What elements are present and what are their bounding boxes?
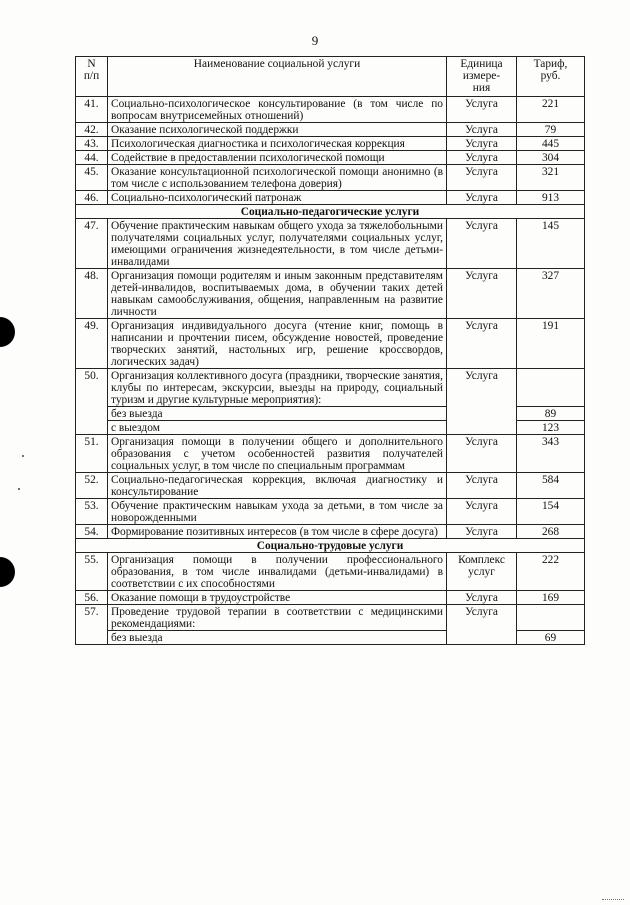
table-row xyxy=(76,473,585,499)
service-unit: Услуга xyxy=(447,137,517,151)
service-unit: Услуга xyxy=(447,591,517,605)
service-tariff: 191 xyxy=(517,319,585,369)
table-row xyxy=(76,269,585,319)
service-unit: Услуга xyxy=(447,165,517,191)
table-row xyxy=(76,219,585,269)
service-tariff: 69 xyxy=(517,631,585,645)
table-row xyxy=(76,97,585,123)
table-row xyxy=(76,137,585,151)
tariff-table xyxy=(75,56,585,645)
service-unit: Услуга xyxy=(447,525,517,539)
service-name: Психологическая диагностика и психологическая коррекция xyxy=(108,137,447,151)
table-row xyxy=(76,435,585,473)
service-unit: Услуга xyxy=(447,191,517,205)
service-unit: Услуга xyxy=(447,269,517,319)
service-unit: Услуга xyxy=(447,151,517,165)
row-number: 45. xyxy=(76,165,108,191)
service-tariff: 321 xyxy=(517,165,585,191)
header-tariff: Тариф, руб. xyxy=(517,57,585,97)
service-tariff: 145 xyxy=(517,219,585,269)
service-name: Проведение трудовой терапии в соответствии с медицинскими рекомендациями: xyxy=(108,605,447,631)
row-number: 56. xyxy=(76,591,108,605)
service-tariff: 221 xyxy=(517,97,585,123)
service-tariff: 445 xyxy=(517,137,585,151)
service-unit: Услуга xyxy=(447,435,517,473)
service-variant: с выездом xyxy=(108,421,447,435)
service-unit: Услуга xyxy=(447,605,517,645)
service-tariff: 222 xyxy=(517,553,585,591)
service-name: Организация коллективного досуга (праздники, творческие занятия, клубы по интересам, экскурсии, выезды на природу, социальный туризм и другие культурные мероприятия): xyxy=(108,369,447,407)
service-unit: Услуга xyxy=(447,219,517,269)
service-tariff: 268 xyxy=(517,525,585,539)
table-row xyxy=(76,191,585,205)
service-tariff: 169 xyxy=(517,591,585,605)
table-row xyxy=(76,369,585,407)
service-unit: Услуга xyxy=(447,319,517,369)
service-name: Оказание помощи в трудоустройстве xyxy=(108,591,447,605)
table-row xyxy=(76,123,585,137)
table-row xyxy=(76,499,585,525)
row-number: 52. xyxy=(76,473,108,499)
service-tariff: 154 xyxy=(517,499,585,525)
service-name: Оказание психологической поддержки xyxy=(108,123,447,137)
row-number: 47. xyxy=(76,219,108,269)
service-name: Социально-педагогическая коррекция, включая диагностику и консультирование xyxy=(108,473,447,499)
scan-speck xyxy=(18,488,20,490)
page-number: 9 xyxy=(311,33,319,48)
service-tariff xyxy=(517,605,585,631)
section-title: Социально-педагогические услуги xyxy=(76,205,585,219)
header-unit: Единица измере- ния xyxy=(447,57,517,97)
row-number: 42. xyxy=(76,123,108,137)
service-name: Обучение практическим навыкам ухода за детьми, в том числе за новорожденными xyxy=(108,499,447,525)
section-row xyxy=(76,539,585,553)
row-number: 44. xyxy=(76,151,108,165)
table-row xyxy=(76,151,585,165)
service-variant: без выезда xyxy=(108,407,447,421)
scan-mark xyxy=(602,899,624,903)
table-header-row xyxy=(76,57,585,97)
service-unit: Услуга xyxy=(447,97,517,123)
service-tariff: 304 xyxy=(517,151,585,165)
service-name: Организация индивидуального досуга (чтение книг, помощь в написании и прочтении писем, обсуждение новостей, проведение творческих занятий, настольных игр, решение кроссвордов, логических задач) xyxy=(108,319,447,369)
table-row xyxy=(76,605,585,631)
service-unit: Услуга xyxy=(447,123,517,137)
table-row xyxy=(76,553,585,591)
service-tariff: 123 xyxy=(517,421,585,435)
row-number: 50. xyxy=(76,369,108,435)
service-unit: Услуга xyxy=(447,369,517,435)
row-number: 48. xyxy=(76,269,108,319)
service-tariff: 584 xyxy=(517,473,585,499)
service-name: Организация помощи в получении общего и дополнительного образования с учетом особенностей развития получателей социальных услуг, в том числе по специальным программам xyxy=(108,435,447,473)
punch-hole xyxy=(0,557,15,587)
service-tariff: 913 xyxy=(517,191,585,205)
section-title: Социально-трудовые услуги xyxy=(76,539,585,553)
service-name: Оказание консультационной психологической помощи анонимно (в том числе с использованием телефона доверия) xyxy=(108,165,447,191)
service-tariff: 327 xyxy=(517,269,585,319)
section-row xyxy=(76,205,585,219)
table-row xyxy=(76,165,585,191)
table-row xyxy=(76,591,585,605)
service-tariff: 343 xyxy=(517,435,585,473)
row-number: 43. xyxy=(76,137,108,151)
service-name: Обучение практическим навыкам общего ухода за тяжелобольными получателями социальных услуг, получателями социальных услуг, имеющими ограничения жизнедеятельности, в том числе детьми-инвалидами xyxy=(108,219,447,269)
table-row xyxy=(76,319,585,369)
row-number: 55. xyxy=(76,553,108,591)
header-name: Наименование социальной услуги xyxy=(108,57,447,97)
row-number: 51. xyxy=(76,435,108,473)
scan-speck xyxy=(22,455,24,457)
service-tariff: 89 xyxy=(517,407,585,421)
row-number: 46. xyxy=(76,191,108,205)
row-number: 54. xyxy=(76,525,108,539)
service-name: Социально-психологическое консультирование (в том числе по вопросам внутрисемейных отношений) xyxy=(108,97,447,123)
service-unit: Комплекс услуг xyxy=(447,553,517,591)
row-number: 49. xyxy=(76,319,108,369)
service-variant: без выезда xyxy=(108,631,447,645)
header-num: N п/п xyxy=(76,57,108,97)
row-number: 41. xyxy=(76,97,108,123)
punch-hole xyxy=(0,317,15,347)
service-name: Социально-психологический патронаж xyxy=(108,191,447,205)
service-unit: Услуга xyxy=(447,499,517,525)
service-unit: Услуга xyxy=(447,473,517,499)
service-tariff xyxy=(517,369,585,407)
service-name: Формирование позитивных интересов (в том числе в сфере досуга) xyxy=(108,525,447,539)
table-row xyxy=(76,525,585,539)
service-name: Организация помощи в получении профессионального образования, в том числе инвалидами (детьми-инвалидами) в соответствии с их способностями xyxy=(108,553,447,591)
row-number: 57. xyxy=(76,605,108,645)
service-tariff: 79 xyxy=(517,123,585,137)
row-number: 53. xyxy=(76,499,108,525)
service-name: Организация помощи родителям и иным законным представителям детей-инвалидов, воспитываемых дома, в обучении таких детей навыкам самообслуживания, общения, направленным на развитие личности xyxy=(108,269,447,319)
service-name: Содействие в предоставлении психологической помощи xyxy=(108,151,447,165)
